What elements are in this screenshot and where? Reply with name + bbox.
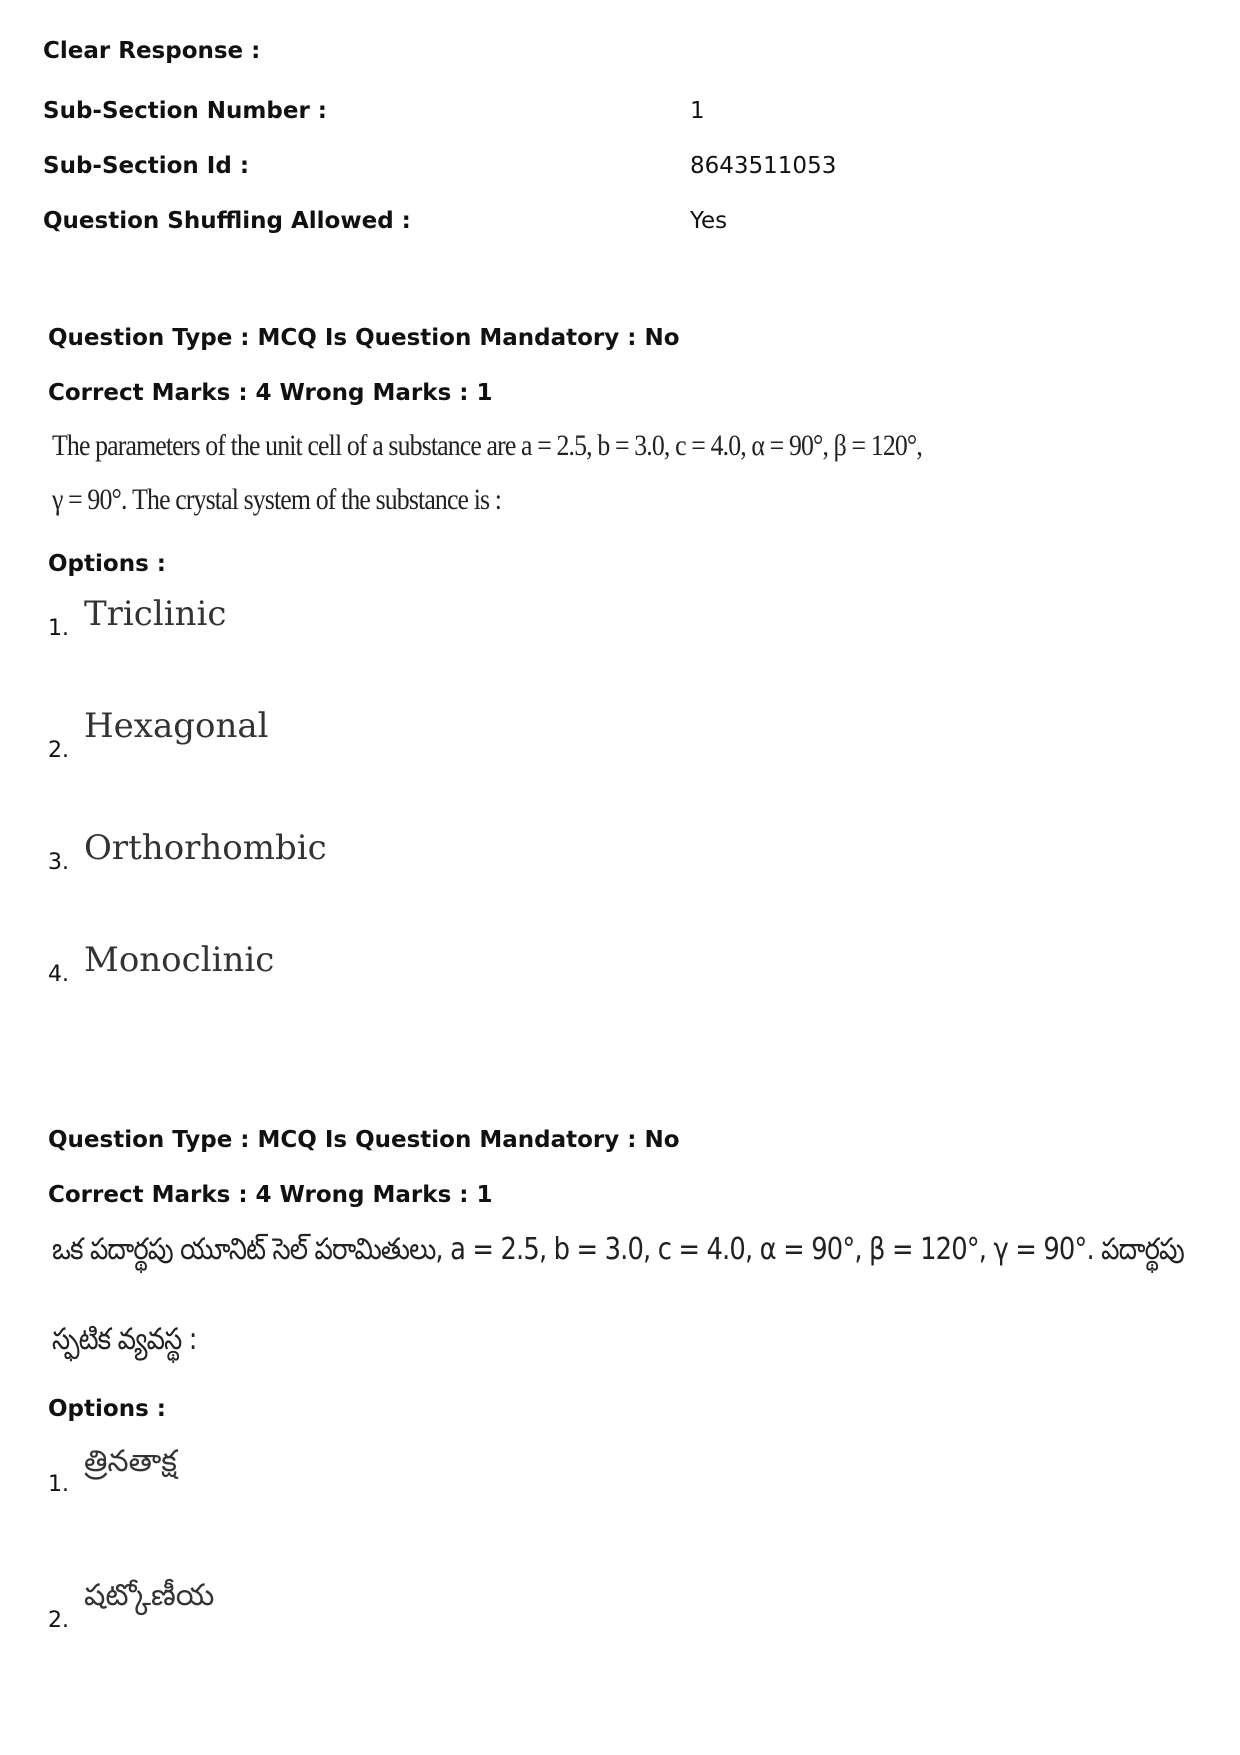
question-type-line: Question Type : MCQ Is Question Mandatory : No (48, 325, 680, 351)
question-text-line-2: γ = 90°. The crystal system of the substance is : (52, 483, 502, 516)
option-number: 4. (48, 962, 69, 987)
shuffling-label: Question Shuffling Allowed : (43, 208, 411, 234)
option-number: 3. (48, 850, 69, 875)
options-label: Options : (48, 551, 166, 577)
question-type-line: Question Type : MCQ Is Question Mandatory : No (48, 1127, 680, 1153)
clear-response-row (43, 36, 260, 66)
question-text-line-1: The parameters of the unit cell of a substance are a = 2.5, b = 3.0, c = 4.0, α = 90°, β = 120°, (52, 429, 922, 462)
option-text: Hexagonal (84, 706, 269, 746)
sub-section-id-row (43, 151, 837, 181)
question-text-line-1: ఒక పదార్థపు యూనిట్ సెల్ పరామితులు, a = 2.5, b = 3.0, c = 4.0, α = 90°, β = 120°, γ = 90°. పదార్థపు (52, 1232, 1184, 1267)
marks-line: Correct Marks : 4 Wrong Marks : 1 (48, 1182, 493, 1208)
option-number: 1. (48, 1472, 69, 1497)
option-text: Triclinic (84, 594, 227, 634)
sub-section-number-row (43, 96, 705, 126)
clear-response-label: Clear Response : (43, 38, 261, 64)
marks-line: Correct Marks : 4 Wrong Marks : 1 (48, 380, 493, 406)
options-label: Options : (48, 1396, 166, 1422)
shuffling-value: Yes (690, 208, 728, 234)
option-text: Orthorhombic (84, 828, 327, 868)
option-text: త్రినతాక్ష (84, 1444, 177, 1479)
sub-section-id-label: Sub-Section Id : (43, 153, 250, 179)
sub-section-number-label: Sub-Section Number : (43, 98, 328, 124)
shuffling-row (43, 206, 728, 236)
sub-section-id-value: 8643511053 (690, 153, 837, 179)
question-text-line-2: స్ఫటిక వ్యవస్థ : (52, 1322, 197, 1357)
option-number: 1. (48, 616, 69, 641)
option-text: Monoclinic (84, 940, 275, 980)
option-number: 2. (48, 1608, 69, 1633)
option-number: 2. (48, 738, 69, 763)
option-text: షట్కోణీయ (84, 1578, 215, 1613)
sub-section-number-value: 1 (690, 98, 705, 124)
